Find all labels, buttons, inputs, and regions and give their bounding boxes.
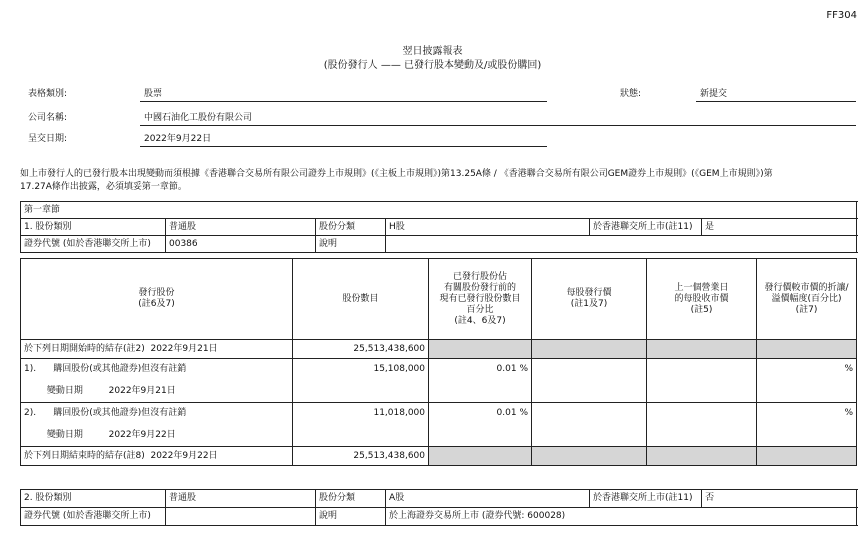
- share-category-value: H股: [386, 219, 590, 236]
- chapter-title: 第一章節: [21, 202, 857, 219]
- date-underline: [140, 146, 547, 147]
- row1-count: 15,108,000: [293, 359, 429, 403]
- table-row: 1). 購回股份(或其他證券)但沒有註銷 變動日期 2022年9月21日: [21, 359, 293, 403]
- section1-table: [20, 201, 857, 253]
- row1-discount-sign: %: [757, 359, 857, 403]
- closing-count: 25,513,438,600: [293, 447, 429, 466]
- intro-line-1: 如上市發行人的已發行股本出現變動而須根據《香港聯合交易所有限公司證券上市規則》(《主板上市規則》)第13.25A條 / 《香港聯合交易所有限公司GEM證券上市規則》(《GEM上市規則》)第: [20, 169, 773, 179]
- status-underline: [696, 101, 856, 102]
- date-value: 2022年9月22日: [144, 134, 212, 144]
- type-underline: [140, 101, 547, 102]
- type-value: 股票: [144, 89, 163, 99]
- share-category-label: 股份分類: [316, 219, 386, 236]
- stock-code-label-2: 證券代號 (如於香港聯交所上市): [21, 508, 166, 526]
- row2-count: 11,018,000: [293, 403, 429, 447]
- col-issued: 發行股份 (註6及7): [21, 259, 293, 340]
- form-code: FF304: [826, 10, 857, 21]
- intro-line-2: 17.27A條作出披露，必須填妥第一章節。: [20, 182, 187, 192]
- company-value: 中國石油化工股份有限公司: [144, 113, 253, 123]
- desc-value: [386, 236, 857, 253]
- share-category-label-2: 股份分類: [316, 490, 386, 508]
- col-count: 股份數目: [293, 259, 429, 340]
- col-discount: 發行價較市價的折讓/ 溢價幅度(百分比) (註7): [757, 259, 857, 340]
- row2-pct: 0.01 %: [429, 403, 532, 447]
- listed-label-2: 於香港聯交所上市(註11): [590, 490, 702, 508]
- share-class-label: 1. 股份類別: [21, 219, 166, 236]
- opening-balance: 於下列日期開始時的結存(註2) 2022年9月21日: [21, 340, 293, 359]
- col-close: 上一個營業日 的每股收市價 (註5): [647, 259, 757, 340]
- issued-shares-table: [20, 258, 857, 466]
- desc-label: 說明: [316, 236, 386, 253]
- form-subtitle: (股份發行人 —— 已發行股本變動及/或股份購回): [323, 60, 542, 71]
- company-label: 公司名稱:: [28, 113, 68, 123]
- stock-code-value: 00386: [166, 236, 316, 253]
- form-title: 翌日披露報表: [402, 46, 463, 57]
- col-price: 每股發行價 (註1及7): [532, 259, 647, 340]
- desc-value-2: 於上海證券交易所上市 (證券代號: 600028): [386, 508, 857, 526]
- stock-code-label: 證券代號 (如於香港聯交所上市): [21, 236, 166, 253]
- row1-pct: 0.01 %: [429, 359, 532, 403]
- share-category-value-2: A股: [386, 490, 590, 508]
- section2-table: [20, 489, 857, 526]
- listed-value: 是: [702, 219, 857, 236]
- row2-discount-sign: %: [757, 403, 857, 447]
- col-pct: 已發行股份佔 有關股份發行前的 現有已發行股份數目 百分比 (註4、6及7): [429, 259, 532, 340]
- table-row: 2). 購回股份(或其他證券)但沒有註銷 變動日期 2022年9月22日: [21, 403, 293, 447]
- type-label: 表格類別:: [28, 89, 68, 99]
- share-class-label-2: 2. 股份類別: [21, 490, 166, 508]
- status-value: 新提交: [700, 89, 728, 99]
- closing-balance: 於下列日期結束時的結存(註8) 2022年9月22日: [21, 447, 293, 466]
- listed-value-2: 否: [702, 490, 857, 508]
- date-label: 呈交日期:: [28, 134, 68, 144]
- stock-code-value-2: [166, 508, 316, 526]
- share-class-value-2: 普通股: [166, 490, 316, 508]
- company-underline: [140, 125, 856, 126]
- listed-label: 於香港聯交所上市(註11): [590, 219, 702, 236]
- status-label: 狀態:: [620, 89, 642, 99]
- share-class-value: 普通股: [166, 219, 316, 236]
- opening-count: 25,513,438,600: [293, 340, 429, 359]
- desc-label-2: 說明: [316, 508, 386, 526]
